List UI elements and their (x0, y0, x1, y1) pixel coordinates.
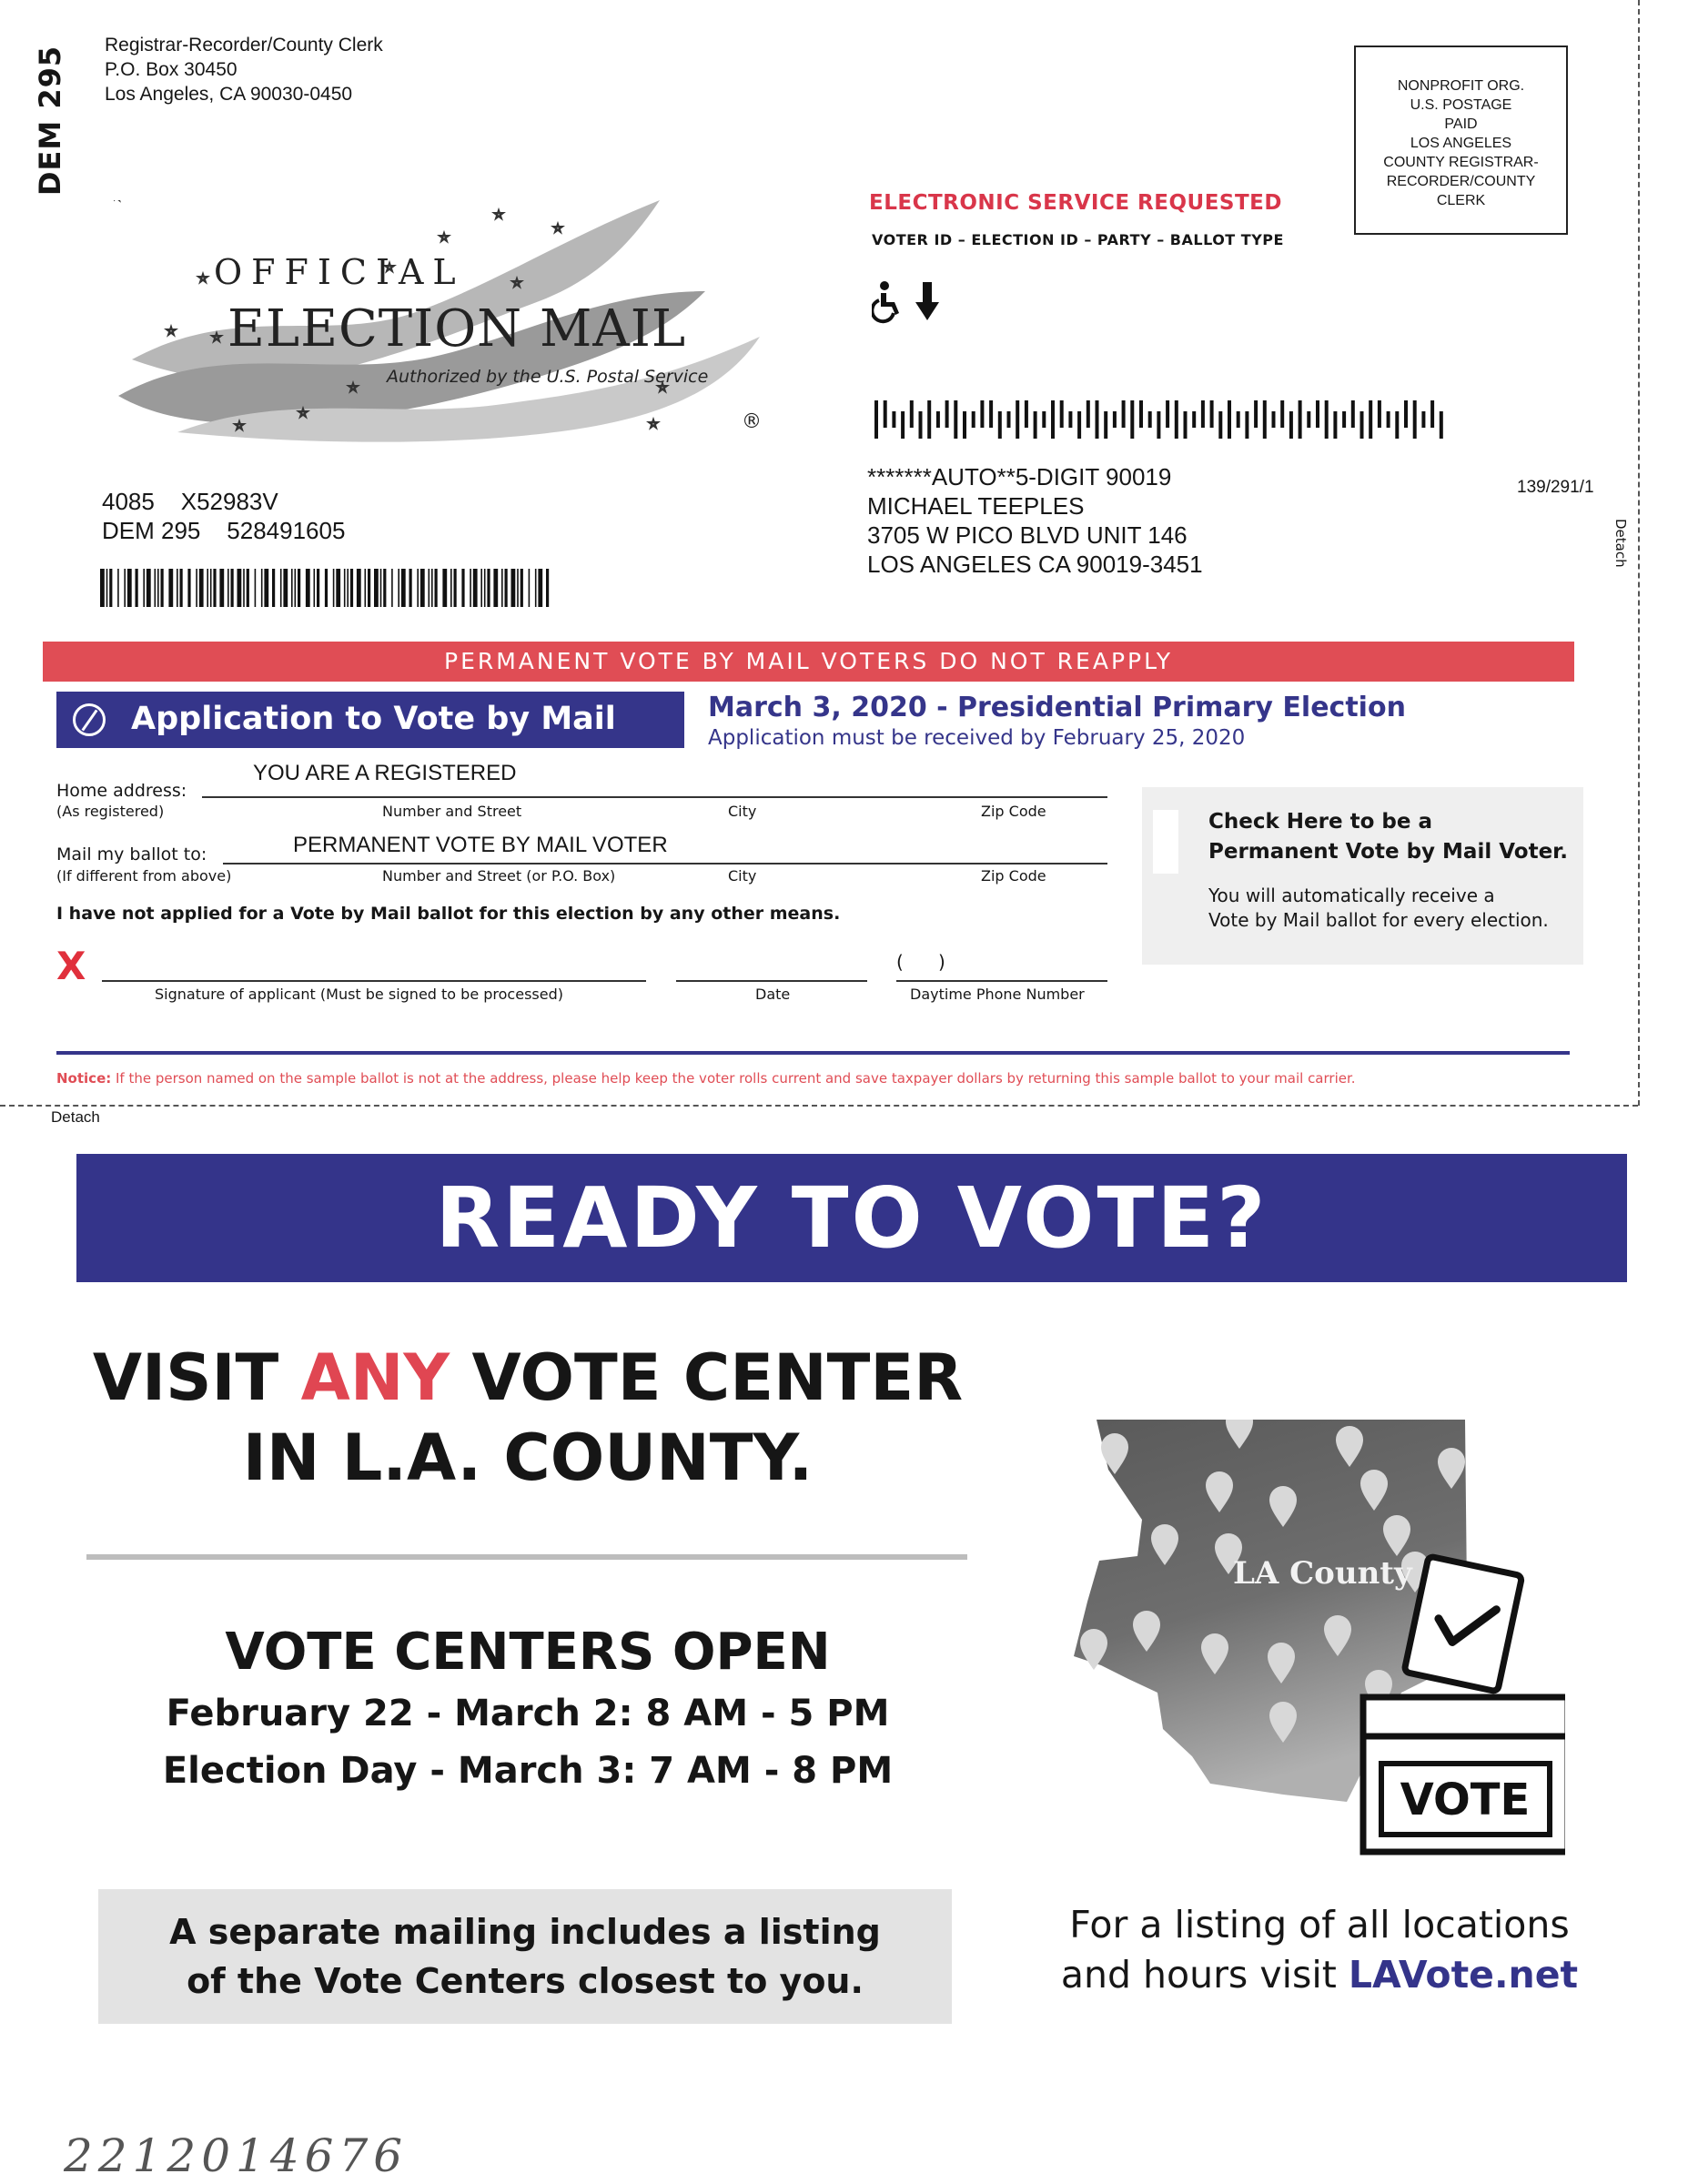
permanent-vote-description: You will automatically receive a Vote by Mail ballot for every election. (1208, 885, 1549, 931)
section-divider (86, 1554, 967, 1560)
phone-field[interactable] (896, 980, 1107, 982)
svg-text:VOTE: VOTE (1400, 1774, 1531, 1825)
field-label-street: Number and Street (382, 803, 522, 820)
pencil-circle-icon (73, 703, 106, 736)
mailing-address: *******AUTO**5-DIGIT 90019 MICHAEL TEEPLES 3705 W PICO BLVD UNIT 146 LOS ANGELES CA 90019-3451 (867, 463, 1203, 578)
home-address-field[interactable] (202, 796, 1107, 798)
ready-to-vote-banner: READY TO VOTE? (76, 1154, 1627, 1282)
form-code-vertical: DEM 295 (33, 45, 67, 196)
postage-indicia: NONPROFIT ORG. U.S. POSTAGE PAID LOS ANGELES COUNTY REGISTRAR- RECORDER/COUNTY CLERK (1354, 46, 1568, 235)
date-label: Date (755, 986, 791, 1003)
hours-election-day: Election Day - March 3: 7 AM - 8 PM (162, 1750, 894, 1792)
visit-vote-center-heading: VISIT ANY VOTE CENTER IN L.A. COUNTY. (92, 1340, 964, 1495)
field-label-city: City (728, 803, 757, 820)
field-label-street-po: Number and Street (or P.O. Box) (382, 867, 616, 885)
intelligent-mail-barcode (871, 400, 1453, 439)
phone-parens: ( ) (896, 951, 945, 973)
permanent-vote-panel (1142, 787, 1583, 965)
return-address: Registrar-Recorder/County Clerk P.O. Box 30450 Los Angeles, CA 90030-0450 (105, 35, 383, 105)
notice-text: Notice: If the person named on the sample ballot is not at the address, please help keep the voter rolls current and save taxpayer dollars by returning this sample ballot to your mail carrier. (56, 1070, 1356, 1087)
official-election-mail-logo (114, 200, 787, 450)
svg-text:Authorized by the U.S. Postal: Authorized by the U.S. Postal Service (387, 367, 709, 387)
detach-label-right: Detach (1612, 519, 1629, 568)
home-address-label: Home address: (56, 781, 187, 801)
field-label-city-2: City (728, 867, 757, 885)
ballot-codes: 4085 X52983V DEM 295 528491605 (102, 488, 346, 544)
signature-x-mark: X (56, 944, 86, 988)
phone-label: Daytime Phone Number (910, 986, 1085, 1003)
handwritten-number: 2212014676 (64, 2129, 409, 2182)
permanent-vote-checkbox[interactable] (1153, 810, 1178, 874)
vote-centers-heading: VOTE CENTERS OPEN (225, 1623, 831, 1682)
field-label-zip: Zip Code (981, 803, 1046, 820)
svg-text:OFFICIAL: OFFICIAL (214, 252, 465, 292)
detach-line-horizontal (0, 1105, 1638, 1107)
separate-mailing-note: A separate mailing includes a listing of the Vote Centers closest to you. (98, 1889, 952, 2024)
hours-early: February 22 - March 2: 8 AM - 5 PM (166, 1693, 890, 1734)
application-bottom-rule (56, 1051, 1570, 1055)
permanent-vote-title: Check Here to be a Permanent Vote by Mail Voter. (1208, 810, 1568, 864)
ballot-barcode (98, 569, 558, 607)
wheelchair-icon (872, 281, 899, 321)
signature-label: Signature of applicant (Must be signed to be processed) (155, 986, 563, 1003)
permanent-voters-banner: PERMANENT VOTE BY MAIL VOTERS DO NOT REAPPLY (43, 642, 1574, 682)
svg-text:ELECTION MAIL: ELECTION MAIL (227, 299, 687, 359)
mail-ballot-label: Mail my ballot to: (56, 844, 207, 864)
electronic-service-requested: ELECTRONIC SERVICE REQUESTED (869, 191, 1282, 215)
accessibility-arrow-icons (872, 280, 945, 326)
not-applied-statement: I have not applied for a Vote by Mail ballot for this election by any other means. (56, 904, 841, 924)
down-arrow-icon (915, 282, 939, 320)
field-label-zip-2: Zip Code (981, 867, 1046, 885)
mail-ballot-field[interactable] (223, 863, 1107, 864)
home-address-value: YOU ARE A REGISTERED (253, 761, 517, 785)
home-address-sub: (As registered) (56, 803, 165, 820)
svg-text:LA County: LA County (1233, 1555, 1412, 1592)
date-field[interactable] (676, 980, 867, 982)
svg-text:®: ® (742, 410, 762, 433)
vote-centers-hours (86, 1620, 969, 1800)
signature-field[interactable] (102, 980, 646, 982)
locations-listing-note: For a listing of all locations and hours visit LAVote.net (1060, 1903, 1579, 1997)
detach-label-bottom: Detach (51, 1108, 100, 1126)
voter-id-line: VOTER ID – ELECTION ID – PARTY – BALLOT TYPE (872, 231, 1284, 248)
la-county-map-illustration (1074, 1420, 1565, 1856)
reference-number: 139/291/1 (1517, 478, 1594, 497)
mail-ballot-value: PERMANENT VOTE BY MAIL VOTER (293, 833, 668, 857)
lavote-link[interactable]: LAVote.net (1348, 1953, 1579, 1997)
application-deadline: Application must be received by February 25, 2020 (708, 726, 1246, 750)
application-title: Application to Vote by Mail (131, 701, 616, 737)
election-title: March 3, 2020 - Presidential Primary Election (708, 692, 1406, 723)
application-title-box (56, 692, 684, 748)
mail-ballot-sub: (If different from above) (56, 867, 232, 885)
